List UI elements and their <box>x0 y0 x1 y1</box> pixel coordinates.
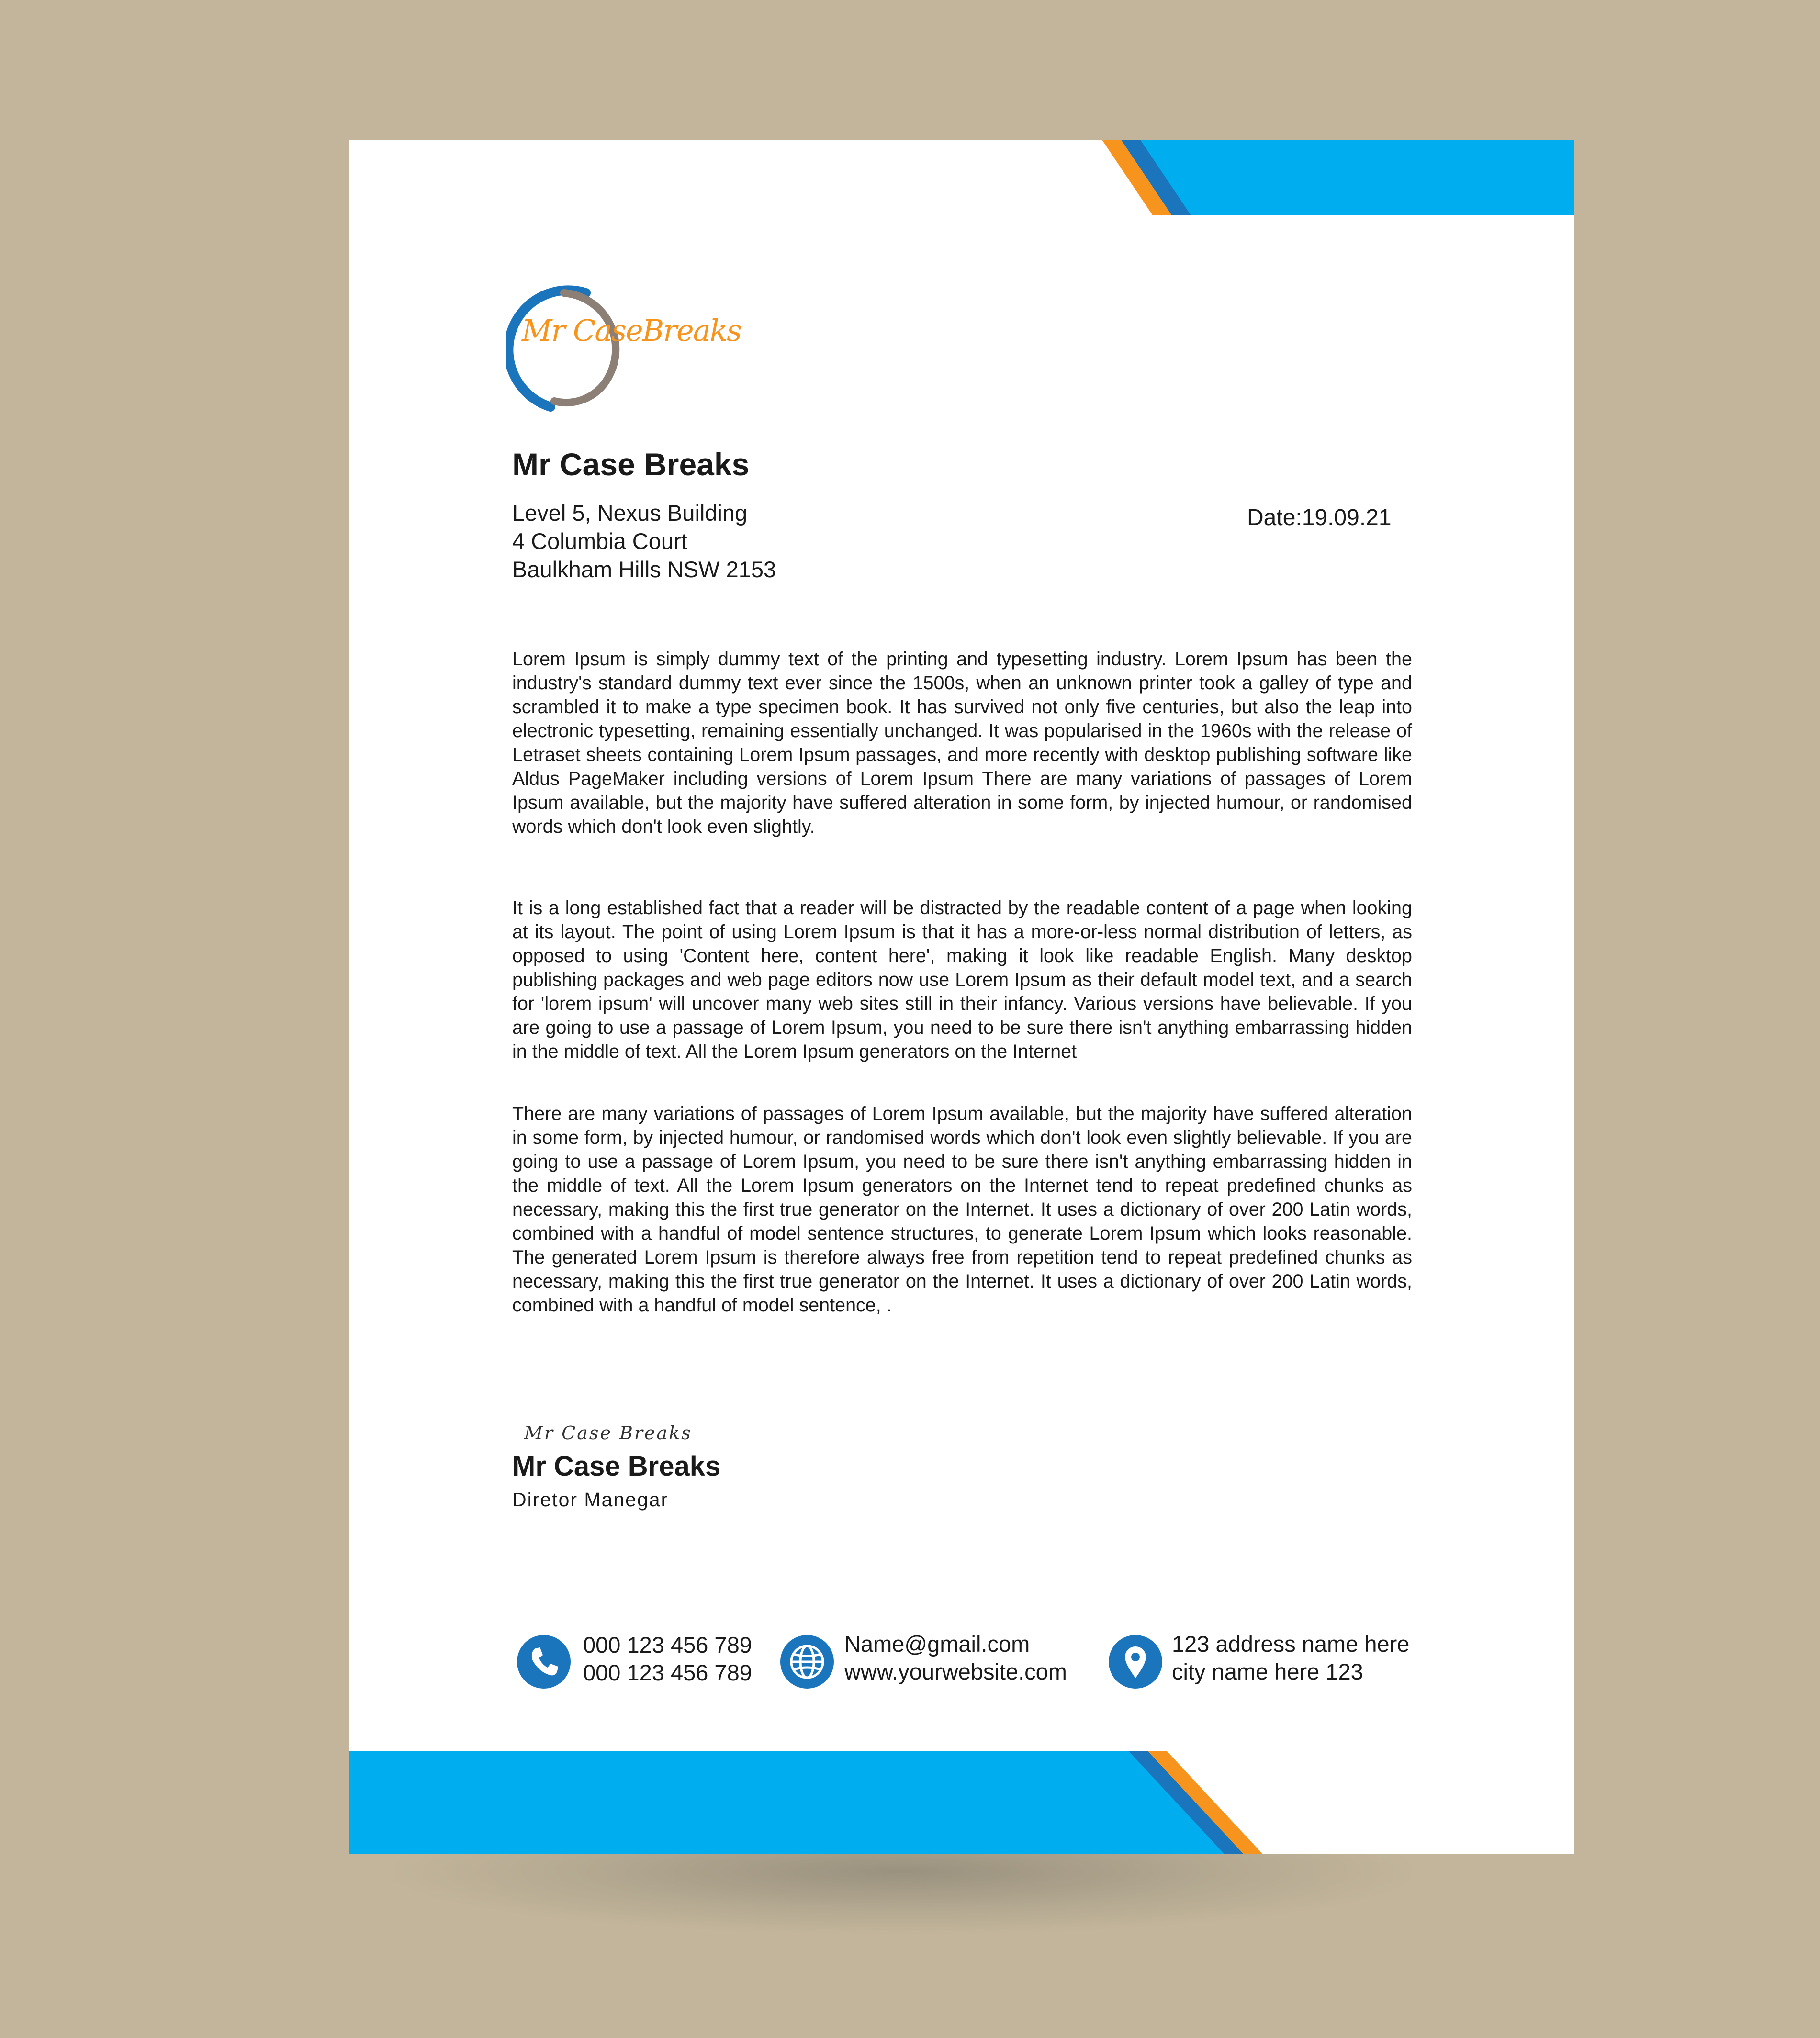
signatory-title: Diretor Manegar <box>512 1489 669 1511</box>
address-contact <box>1172 1630 1409 1686</box>
phone-number: 000 123 456 789 <box>583 1632 752 1657</box>
address-line: Level 5, Nexus Building <box>512 500 748 526</box>
email-address: Name@gmail.com <box>844 1631 1030 1657</box>
body-paragraph: There are many variations of passages of Lorem Ipsum available, but the majority have suffered alteration in some form, by injected humour, or randomised words which don't look even slightly believable. If you are going to use a passage of Lorem Ipsum, you need to be sure there isn't anything embarrassing hidden in the middle of text. All the Lorem Ipsum generators on the Internet tend to repeat predefined chunks as necessary, making this the first true generator on the Internet. It uses a dictionary of over 200 Latin words, combined with a handful of model sentence structures, to generate Lorem Ipsum which looks reasonable. The generated Lorem Ipsum is therefore always free from repetition tend to repeat predefined chunks as necessary, making this the first true generator on the Internet. It uses a dictionary of over 200 Latin words, combined with a handful of model sentence, . <box>512 1103 1412 1316</box>
phone-number: 000 123 456 789 <box>583 1660 752 1685</box>
company-logo <box>506 279 741 413</box>
company-address <box>512 499 776 583</box>
top-blue-band <box>1140 140 1574 215</box>
bottom-blue-band <box>349 1751 1225 1854</box>
footer-address-line: 123 address name here <box>1172 1631 1410 1657</box>
body-paragraph: Lorem Ipsum is simply dummy text of the printing and typesetting industry. Lorem Ipsum has been the industry's standard dummy text ever since the 1500s, when an unknown printer took a galley of type and scrambled it to make a type specimen book. It has survived not only five centuries, but also the leap into electronic typesetting, remaining essentially unchanged. It was popularised in the 1960s with the release of Letraset sheets containing Lorem Ipsum passages, and more recently with desktop publishing software like Aldus PageMaker including versions of Lorem Ipsum There are many variations of passages of Lorem Ipsum available, but the majority have suffered alteration in some form, by injected humour, or randomised words which don't look even slightly. <box>512 649 1412 837</box>
letterhead-page <box>349 140 1574 1854</box>
globe-icon <box>780 1635 834 1689</box>
website-url: www.yourwebsite.com <box>844 1659 1067 1684</box>
phone-icon <box>517 1635 571 1689</box>
signatory-name: Mr Case Breaks <box>512 1451 721 1482</box>
web-contact <box>844 1630 1067 1686</box>
phone-contact <box>583 1631 752 1687</box>
address-line: 4 Columbia Court <box>512 528 687 554</box>
location-pin-icon <box>1109 1635 1162 1689</box>
company-name: Mr Case Breaks <box>512 447 750 482</box>
address-line: Baulkham Hills NSW 2153 <box>512 557 776 582</box>
body-paragraph: It is a long established fact that a reader will be distracted by the readable content of a page when looking at its layout. The point of using Lorem Ipsum is that it has a more-or-less normal distribution of letters, as opposed to using 'Content here, content here', making it look like readable English. Many desktop publishing packages and web page editors now use Lorem Ipsum as their default model text, and a search for 'lorem ipsum' will uncover many web sites still in their infancy. Various versions have believable. If you are going to use a passage of Lorem Ipsum, you need to be sure there isn't anything embarrassing hidden in the middle of text. All the Lorem Ipsum generators on the Internet <box>512 897 1412 1062</box>
logo-wordmark: Mr CaseBreaks <box>522 313 741 348</box>
footer-address-line: city name here 123 <box>1172 1659 1363 1684</box>
handwritten-signature: Mr Case Breaks <box>524 1422 692 1444</box>
letter-date: Date:19.09.21 <box>1247 505 1392 530</box>
